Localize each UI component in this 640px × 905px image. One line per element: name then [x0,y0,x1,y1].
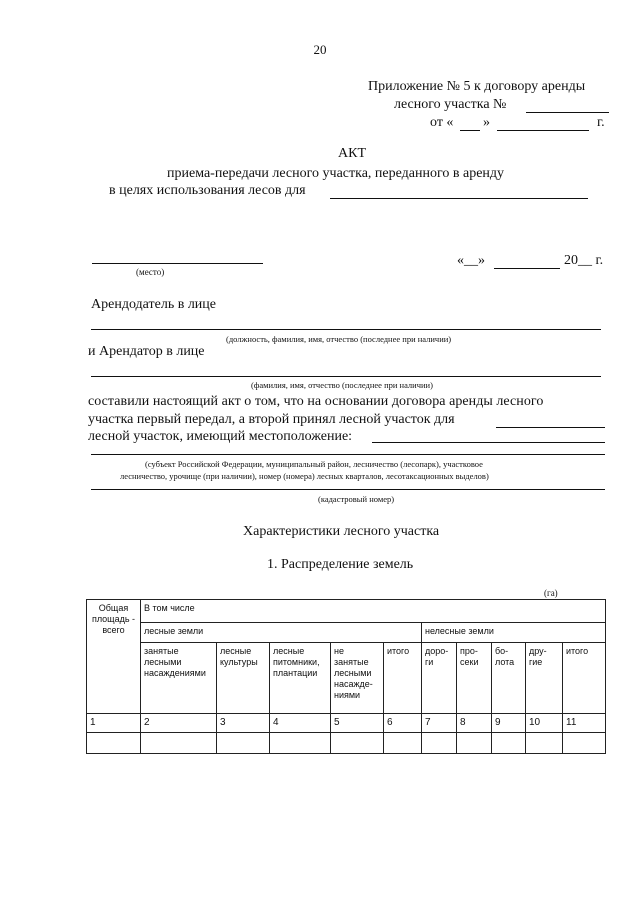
appendix-date-prefix: от « [430,115,454,130]
table-cell[interactable] [563,733,606,754]
tenant-blank [91,376,601,377]
total-area-header: Общая площадь - всего [87,600,141,714]
body-line-1: составили настоящий акт о том, что на основании договора аренды лесного [88,394,544,409]
place-caption: (место) [136,267,165,277]
body-line-3: лесной участок, имеющий местоположение: [88,429,353,444]
column-header: лесные культуры [217,643,270,714]
column-header: бо-лота [492,643,526,714]
appendix-date-suffix: г. [597,115,605,130]
location-caption-line-1: (субъект Российской Федерации, муниципальный район, лесничество (лесопарк), участковое [145,459,483,469]
cadastral-blank [91,489,605,490]
column-header: про-секи [457,643,492,714]
table-cell[interactable] [526,733,563,754]
act-subtitle-line-2: в целях использования лесов для [109,183,306,198]
table-cell[interactable] [141,733,217,754]
appendix-line-2: лесного участка № [394,97,507,112]
table-cell[interactable] [331,733,384,754]
contract-number-blank [526,112,609,113]
date-day: «__» [457,253,485,268]
column-header: доро-ги [422,643,457,714]
act-title: АКТ [338,146,366,161]
landlord-blank [91,329,601,330]
tenant-caption: (фамилия, имя, отчество (последнее при наличии) [251,380,433,390]
table-cell[interactable] [217,733,270,754]
column-number: 3 [217,714,270,733]
column-number: 4 [270,714,331,733]
column-header: итого [384,643,422,714]
column-header: дру-гие [526,643,563,714]
nonforest-lands-header: нелесные земли [422,623,606,643]
column-header: лесные питомники, плантации [270,643,331,714]
column-header: итого [563,643,606,714]
location-caption-line-2: лесничество, урочище (при наличии), номер (номера) лесных кварталов, лесотаксационных выделов) [120,471,489,481]
column-number: 2 [141,714,217,733]
column-header: занятые лесными насаждениями [141,643,217,714]
forest-lands-header: лесные земли [141,623,422,643]
cadastral-caption: (кадастровый номер) [318,494,395,504]
date-year: 20__ г. [564,253,604,268]
location-blank-1 [372,442,605,443]
body-line-2: участка первый передал, а второй принял лесной участок для [88,412,455,427]
column-number: 7 [422,714,457,733]
unit-label: (га) [544,588,558,598]
table-cell[interactable] [457,733,492,754]
land-distribution-table [86,599,606,754]
location-blank-2 [91,454,605,455]
appendix-date-mid: » [483,115,490,130]
contract-month-blank [497,130,589,131]
landlord-label: Арендодатель в лице [91,297,217,312]
table-cell[interactable] [422,733,457,754]
act-subtitle-line-1: приема-передачи лесного участка, переданного в аренду [167,166,505,181]
column-number: 6 [384,714,422,733]
landlord-caption: (должность, фамилия, имя, отчество (последнее при наличии) [226,334,452,344]
including-header: В том числе [141,600,606,623]
section-heading: Характеристики лесного участка [243,524,440,539]
column-number: 11 [563,714,606,733]
column-number: 1 [87,714,141,733]
date-month-blank [494,268,560,269]
section-subheading: 1. Распределение земель [267,557,414,572]
column-number: 5 [331,714,384,733]
column-number: 10 [526,714,563,733]
table-cell[interactable] [492,733,526,754]
table-cell[interactable] [270,733,331,754]
column-number: 8 [457,714,492,733]
page-number: 20 [313,42,327,57]
purpose-blank [330,198,588,199]
tenant-label: и Арендатор в лице [88,344,205,359]
table-cell[interactable] [384,733,422,754]
use-purpose-blank [496,427,605,428]
appendix-line-1: Приложение № 5 к договору аренды [368,79,586,94]
table-cell[interactable] [87,733,141,754]
contract-day-blank [460,130,480,131]
column-header: не занятые лесными насажде-ниями [331,643,384,714]
table-row [87,733,606,754]
place-blank [92,263,263,264]
column-number: 9 [492,714,526,733]
